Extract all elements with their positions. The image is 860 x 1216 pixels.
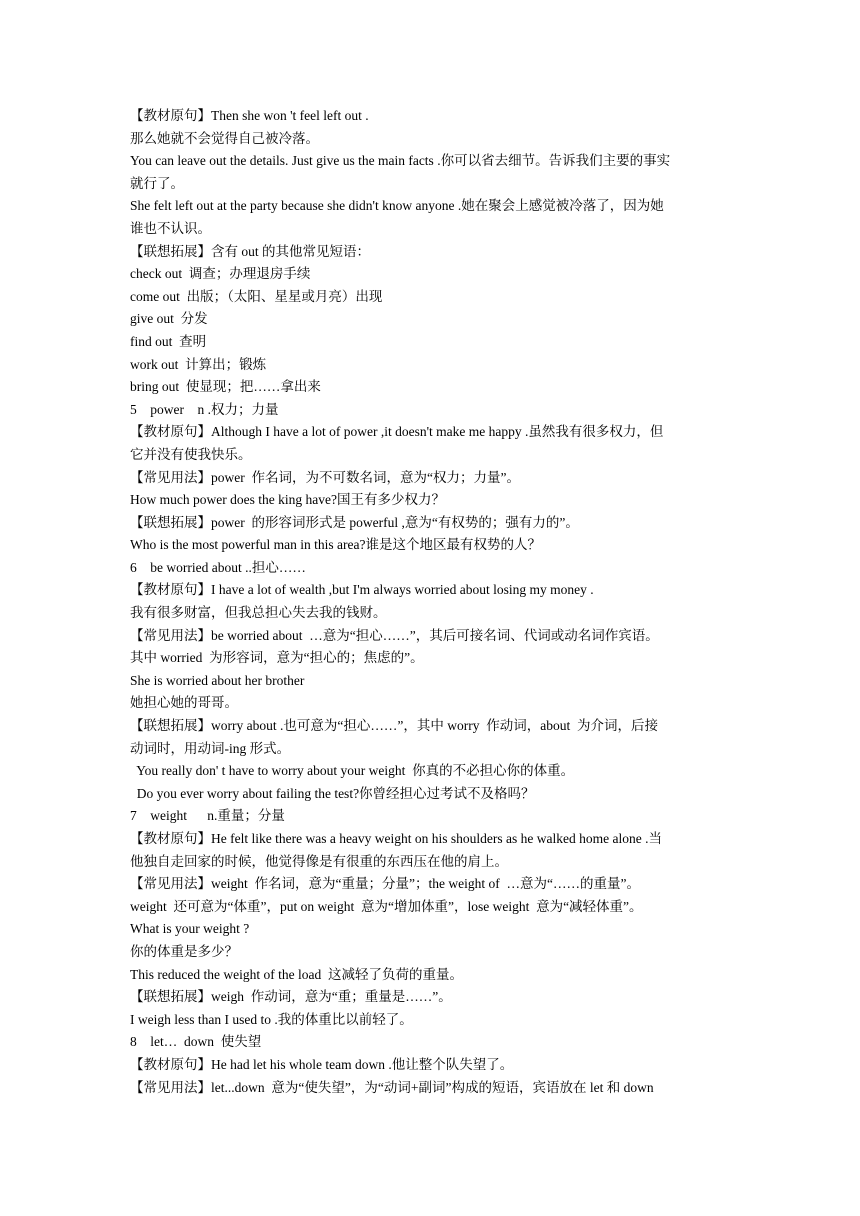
text-line-36: weight 还可意为“体重”，put on weight 意为“增加体重”，lose weight 意为“减轻体重”。 xyxy=(130,898,643,914)
section-heading-5: 5 power n .权力；力量 xyxy=(130,401,279,417)
text-line-22: 【教材原句】I have a lot of wealth ,but I'm always worried about losing my money . xyxy=(130,582,594,598)
text-line-39: This reduced the weight of the load 这减轻了负荷的重量。 xyxy=(130,966,463,982)
text-line-41: I weigh less than I used to .我的体重比以前轻了。 xyxy=(130,1011,413,1027)
text-line-38: 你的体重是多少？ xyxy=(130,943,238,959)
text-line-8: check out 调查；办理退房手续 xyxy=(130,266,311,282)
text-line-2: 那么她就不会觉得自己被冷落。 xyxy=(130,130,319,146)
text-line-30: You really don' t have to worry about your weight 你真的不必担心你的体重。 xyxy=(130,763,575,779)
document-body xyxy=(130,105,732,1099)
text-line-35: 【常见用法】weight 作名词，意为“重量；分量”；the weight of …意为“……的重量”。 xyxy=(130,876,640,892)
text-line-16: 它并没有使我快乐。 xyxy=(130,446,252,462)
section-heading-6: 6 be worried about ..担心…… xyxy=(130,559,306,575)
text-line-26: She is worried about her brother xyxy=(130,672,305,688)
text-line-3: You can leave out the details. Just give us the main facts .你可以省去细节。告诉我们主要的事实 xyxy=(130,153,671,169)
text-line-31: Do you ever worry about failing the test?你曾经担心过考试不及格吗？ xyxy=(130,785,535,801)
text-line-9: come out 出版；（太阳、星星或月亮）出现 xyxy=(130,288,383,304)
text-line-37: What is your weight ? xyxy=(130,921,250,937)
text-line-40: 【联想拓展】weigh 作动词，意为“重；重量是……”。 xyxy=(130,989,452,1005)
text-line-4: 就行了。 xyxy=(130,175,184,191)
text-line-18: How much power does the king have?国王有多少权力？ xyxy=(130,492,445,508)
text-line-23: 我有很多财富，但我总担心失去我的钱财。 xyxy=(130,605,387,621)
text-line-24: 【常见用法】be worried about …意为“担心……”，其后可接名词、代词或动名词作宾语。 xyxy=(130,627,659,643)
text-line-13: bring out 使显现；把……拿出来 xyxy=(130,379,321,395)
text-line-1: 【教材原句】Then she won 't feel left out . xyxy=(130,108,369,123)
text-line-28: 【联想拓展】worry about .也可意为“担心……”，其中 worry 作动词，about 为介词，后接 xyxy=(130,718,658,734)
section-heading-7: 7 weight n.重量；分量 xyxy=(130,808,285,824)
text-line-10: give out 分发 xyxy=(130,311,208,327)
text-line-43: 【教材原句】He had let his whole team down .他让整个队失望了。 xyxy=(130,1056,514,1072)
text-line-11: find out 查明 xyxy=(130,333,207,349)
text-line-15: 【教材原句】Although I have a lot of power ,it doesn't make me happy .虽然我有很多权力，但 xyxy=(130,424,664,440)
text-line-29: 动词时，用动词-ing 形式。 xyxy=(130,740,291,756)
text-line-20: Who is the most powerful man in this area?谁是这个地区最有权势的人？ xyxy=(130,537,541,553)
text-line-34: 他独自走回家的时候，他觉得像是有很重的东西压在他的肩上。 xyxy=(130,853,508,869)
text-line-5: She felt left out at the party because she didn't know anyone .她在聚会上感觉被冷落了，因为她 xyxy=(130,198,664,214)
text-line-27: 她担心她的哥哥。 xyxy=(130,695,238,711)
text-line-25: 其中 worried 为形容词，意为“担心的；焦虑的”。 xyxy=(130,650,424,666)
text-line-33: 【教材原句】He felt like there was a heavy weight on his shoulders as he walked home alone .当 xyxy=(130,831,662,846)
text-line-44: 【常见用法】let...down 意为“使失望”，为“动词+副词”构成的短语，宾语放在 let 和 down xyxy=(130,1079,654,1095)
text-line-17: 【常见用法】power 作名词，为不可数名词，意为“权力；力量”。 xyxy=(130,469,520,485)
text-line-7: 【联想拓展】含有 out 的其他常见短语： xyxy=(130,243,371,259)
section-heading-8: 8 let… down 使失望 xyxy=(130,1034,262,1050)
text-line-6: 谁也不认识。 xyxy=(130,220,211,236)
text-line-12: work out 计算出；锻炼 xyxy=(130,356,267,372)
text-line-19: 【联想拓展】power 的形容词形式是 powerful ,意为“有权势的；强有力的”。 xyxy=(130,514,579,530)
